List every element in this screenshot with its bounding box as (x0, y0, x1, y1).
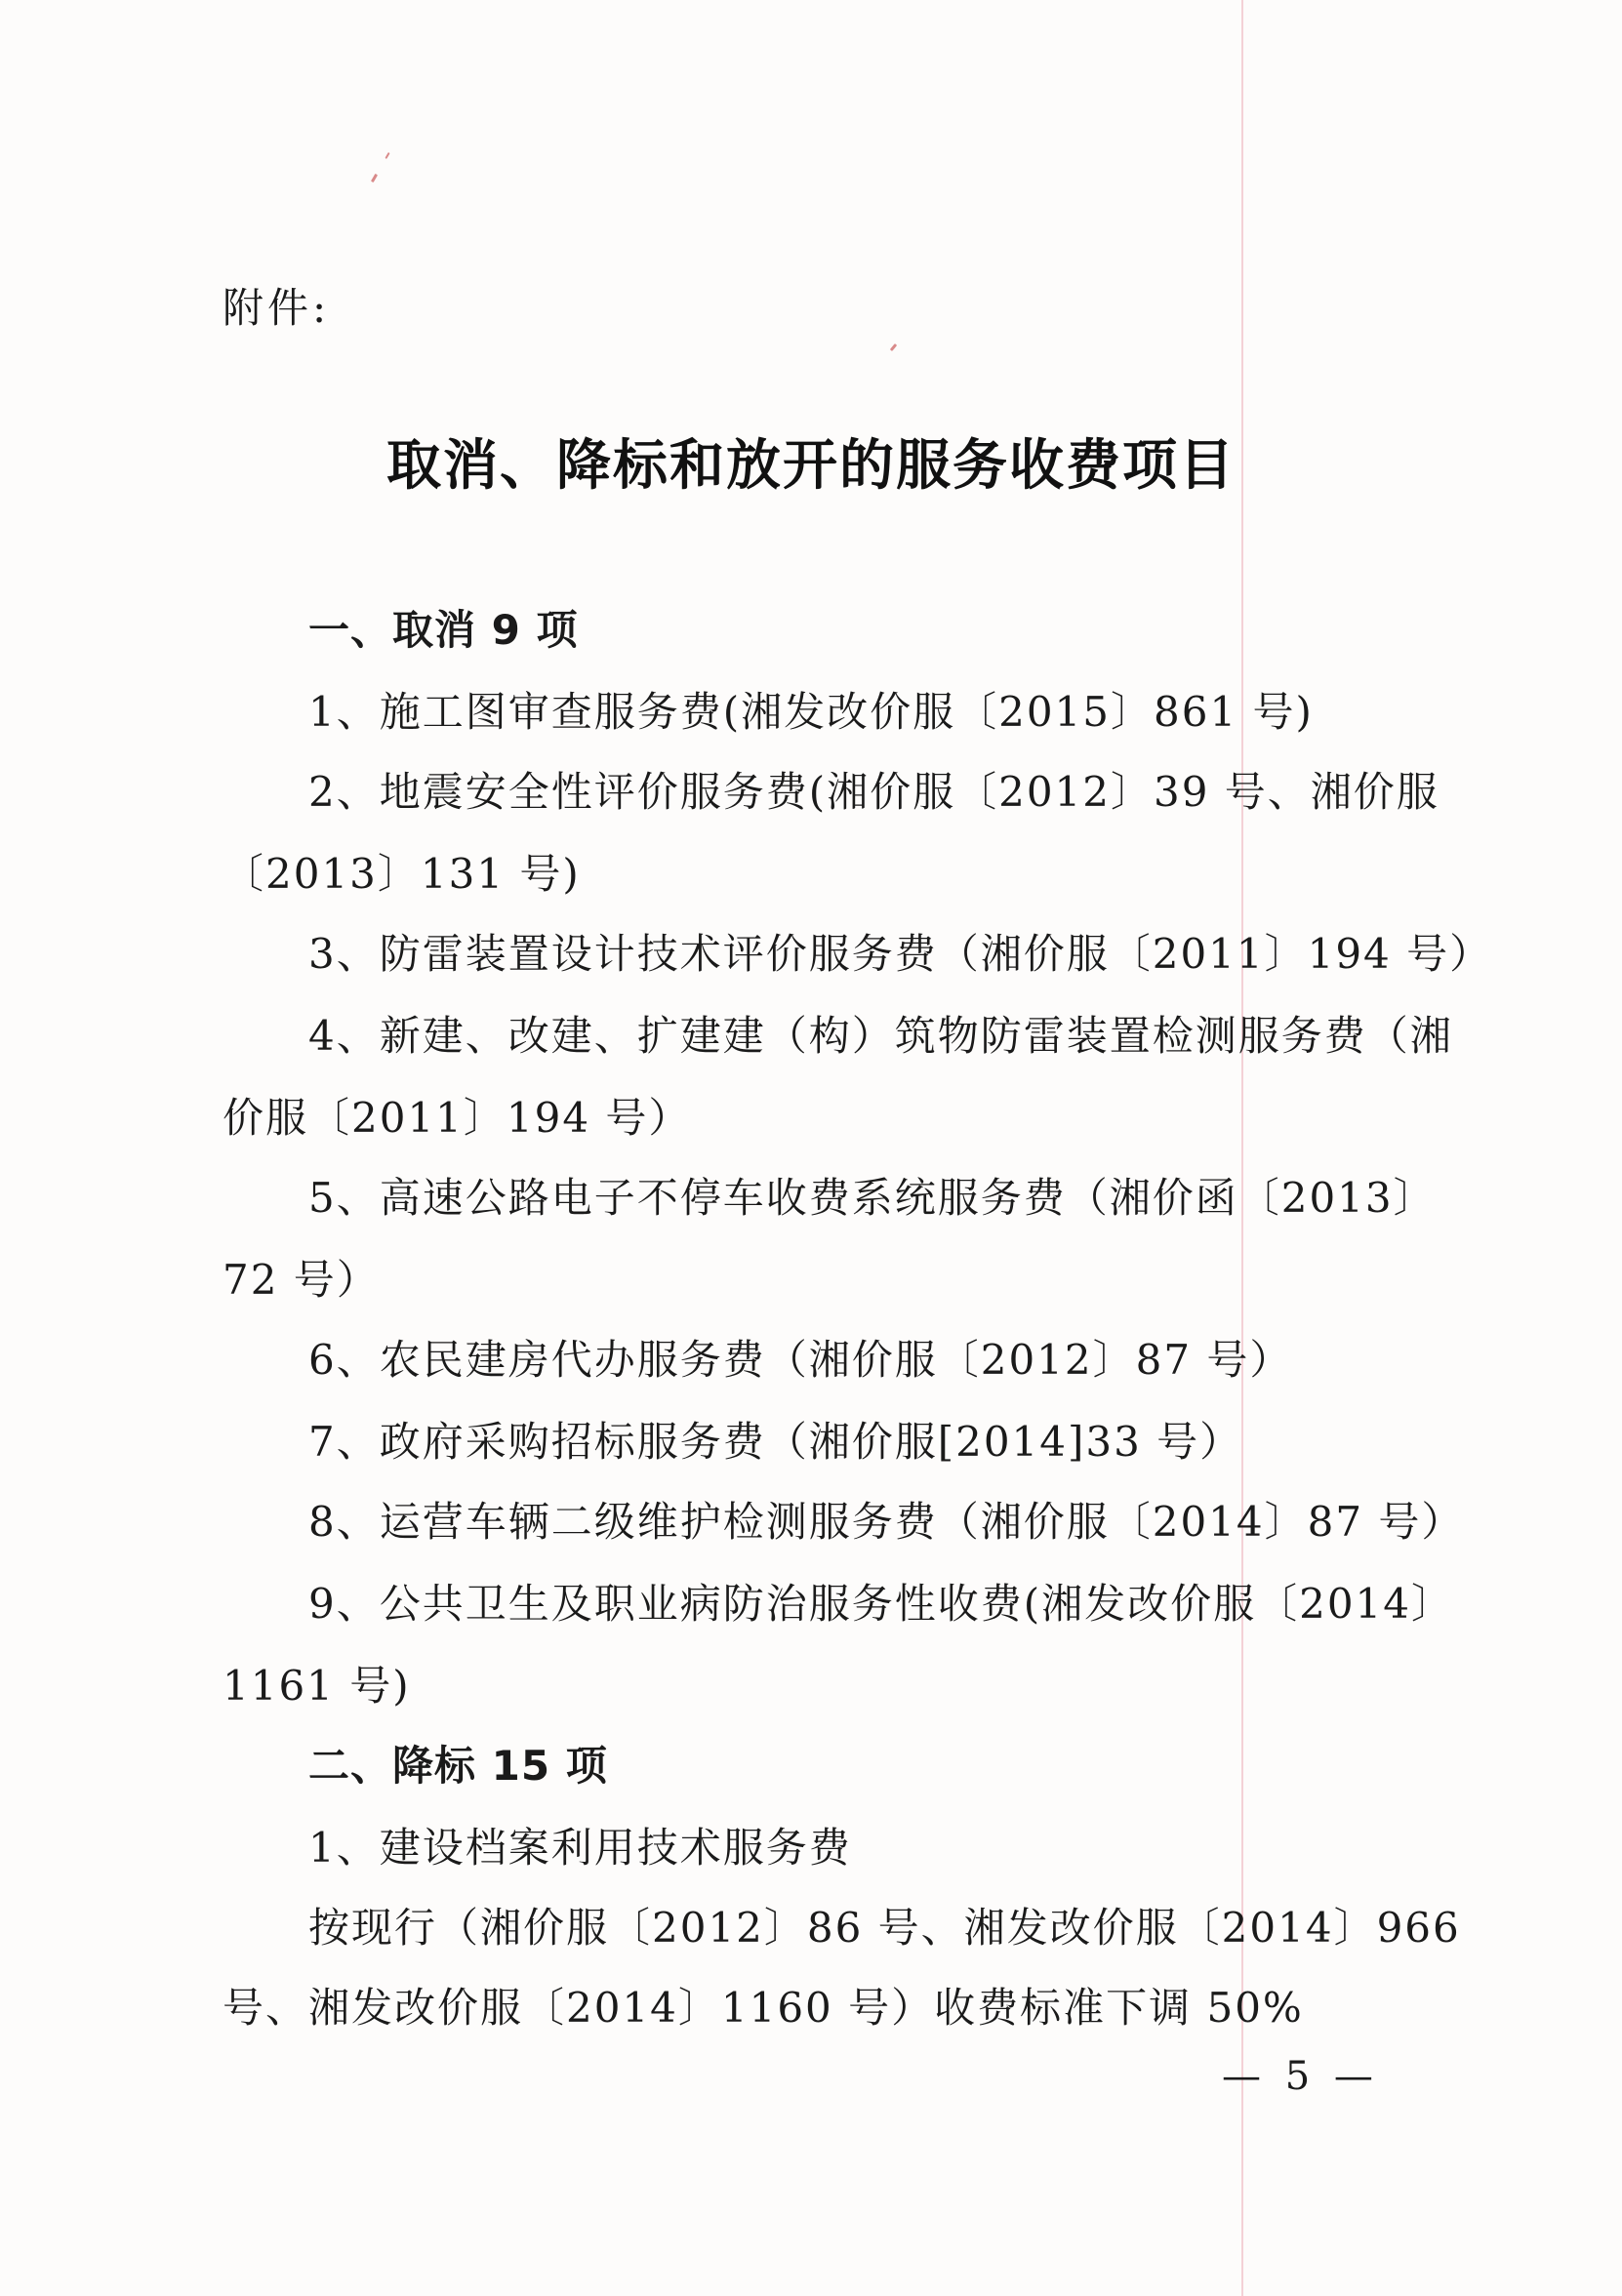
list-item-continuation: 号、湘发改价服〔2014〕1160 号）收费标准下调 50% (223, 1984, 1304, 2032)
list-item-continuation: 1161 号) (223, 1662, 411, 1710)
document-title: 取消、降标和放开的服务收费项目 (386, 434, 1236, 498)
list-item: 8、运营车辆二级维护检测服务费（湘价服〔2014〕87 号） (308, 1498, 1465, 1546)
list-item: 1、施工图审查服务费(湘发改价服〔2015〕861 号) (308, 688, 1314, 736)
scan-speck (385, 152, 389, 159)
scan-speck (890, 343, 897, 351)
list-item-detail: 按现行（湘价服〔2012〕86 号、湘发改价服〔2014〕966 (308, 1904, 1461, 1952)
list-item: 5、高速公路电子不停车收费系统服务费（湘价函〔2013〕 (308, 1174, 1437, 1222)
list-item: 1、建设档案利用技术服务费 (308, 1824, 852, 1872)
list-item-continuation: 价服〔2011〕194 号） (223, 1094, 692, 1142)
section-heading-reduce: 二、降标 15 项 (308, 1742, 608, 1790)
list-item: 6、农民建房代办服务费（湘价服〔2012〕87 号） (308, 1336, 1293, 1384)
scan-speck (371, 174, 378, 182)
attachment-label: 附件: (223, 284, 331, 332)
section-heading-cancel: 一、取消 9 项 (308, 606, 579, 654)
list-item: 4、新建、改建、扩建建（构）筑物防雷装置检测服务费（湘 (308, 1012, 1453, 1060)
list-item-continuation: 〔2013〕131 号) (223, 850, 581, 898)
list-item: 2、地震安全性评价服务费(湘价服〔2012〕39 号、湘价服 (308, 768, 1440, 816)
list-item: 3、防雷装置设计技术评价服务费（湘价服〔2011〕194 号） (308, 930, 1493, 978)
list-item-continuation: 72 号） (223, 1256, 380, 1304)
list-item: 7、政府采购招标服务费（湘价服[2014]33 号） (308, 1418, 1243, 1466)
list-item: 9、公共卫生及职业病防治服务性收费(湘发改价服〔2014〕 (308, 1580, 1454, 1628)
page-number: — 5 — (1222, 2054, 1379, 2099)
